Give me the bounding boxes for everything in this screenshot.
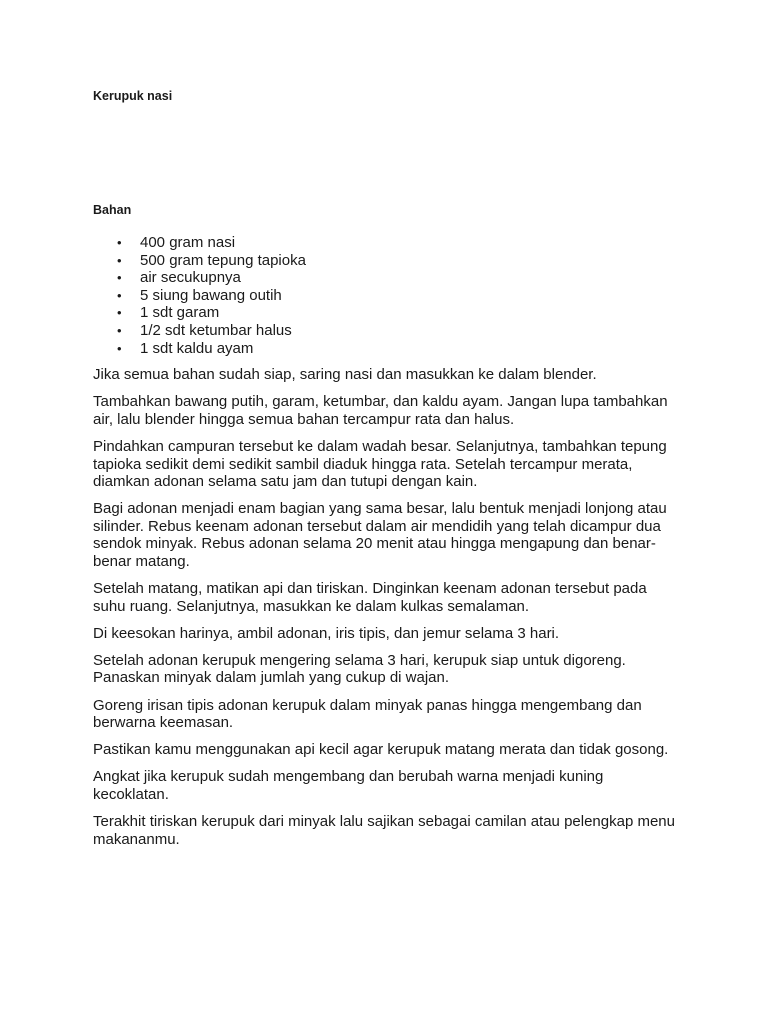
document-body bbox=[93, 234, 683, 858]
ingredient-text: 5 siung bawang outih bbox=[140, 286, 282, 304]
bullet-icon: • bbox=[117, 235, 122, 250]
instruction-paragraph: Bagi adonan menjadi enam bagian yang sama besar, lalu bentuk menjadi lonjong atau silinder. Rebus keenam adonan tersebut dalam air mendidih yang telah dicampur dua sendok minyak. Rebus adonan selama 20 menit atau hingga mengapung dan benar-benar matang. bbox=[93, 500, 667, 570]
instruction-paragraph: Setelah adonan kerupuk mengering selama 3 hari, kerupuk siap untuk digoreng. Panaskan minyak dalam jumlah yang cukup di wajan. bbox=[93, 651, 626, 687]
instructions bbox=[93, 366, 683, 848]
ingredients-list bbox=[93, 234, 683, 357]
ingredient-text: air secukupnya bbox=[140, 269, 241, 287]
ingredient-item bbox=[93, 287, 683, 305]
instruction-paragraph: Jika semua bahan sudah siap, saring nasi dan masukkan ke dalam blender. bbox=[93, 366, 597, 384]
ingredient-text: 400 gram nasi bbox=[140, 234, 236, 251]
ingredient-text: 1/2 sdt ketumbar halus bbox=[140, 321, 292, 339]
ingredient-item bbox=[93, 304, 683, 322]
bullet-icon: • bbox=[117, 340, 122, 356]
ingredient-item bbox=[93, 234, 683, 252]
instruction-paragraph: Setelah matang, matikan api dan tiriskan. Dinginkan keenam adonan tersebut pada suhu ruang. Selanjutnya, masukkan ke dalam kulkas semalaman. bbox=[93, 580, 647, 615]
ingredient-text: 500 gram tepung tapioka bbox=[140, 251, 306, 269]
instruction-paragraph: Pastikan kamu menggunakan api kecil agar kerupuk matang merata dan tidak gosong. bbox=[93, 741, 669, 759]
instruction-paragraph: Pindahkan campuran tersebut ke dalam wadah besar. Selanjutnya, tambahkan tepung tapioka sedikit demi sedikit sambil diaduk hingga rata. Setelah tercampur merata, diamkan adonan selama satu jam dan tutupi dengan kain. bbox=[93, 437, 667, 491]
instruction-paragraph: Di keesokan harinya, ambil adonan, iris tipis, dan jemur selama 3 hari. bbox=[93, 624, 560, 642]
bullet-icon: • bbox=[117, 322, 122, 338]
ingredient-item bbox=[93, 340, 683, 358]
bullet-icon: • bbox=[117, 287, 122, 303]
bullet-icon: • bbox=[117, 305, 122, 321]
ingredient-item bbox=[93, 252, 683, 270]
ingredient-item bbox=[93, 322, 683, 340]
ingredient-text: 1 sdt garam bbox=[140, 304, 220, 322]
instruction-paragraph: Terakhit tiriskan kerupuk dari minyak lalu sajikan sebagai camilan atau pelengkap menu makananmu. bbox=[93, 813, 675, 848]
instruction-paragraph: Goreng irisan tipis adonan kerupuk dalam minyak panas hingga mengembang dan berwarna keemasan. bbox=[93, 696, 642, 732]
document-title: Kerupuk nasi bbox=[93, 89, 173, 103]
ingredients-heading: Bahan bbox=[93, 203, 132, 217]
bullet-icon: • bbox=[117, 270, 122, 286]
bullet-icon: • bbox=[117, 252, 122, 268]
ingredient-item bbox=[93, 269, 683, 287]
instruction-paragraph: Tambahkan bawang putih, garam, ketumbar, dan kaldu ayam. Jangan lupa tambahkan air, lalu blender hingga semua bahan tercampur rata dan halus. bbox=[93, 393, 668, 428]
instruction-paragraph: Angkat jika kerupuk sudah mengembang dan berubah warna menjadi kuning kecoklatan. bbox=[93, 768, 604, 803]
ingredient-text: 1 sdt kaldu ayam bbox=[140, 339, 254, 357]
